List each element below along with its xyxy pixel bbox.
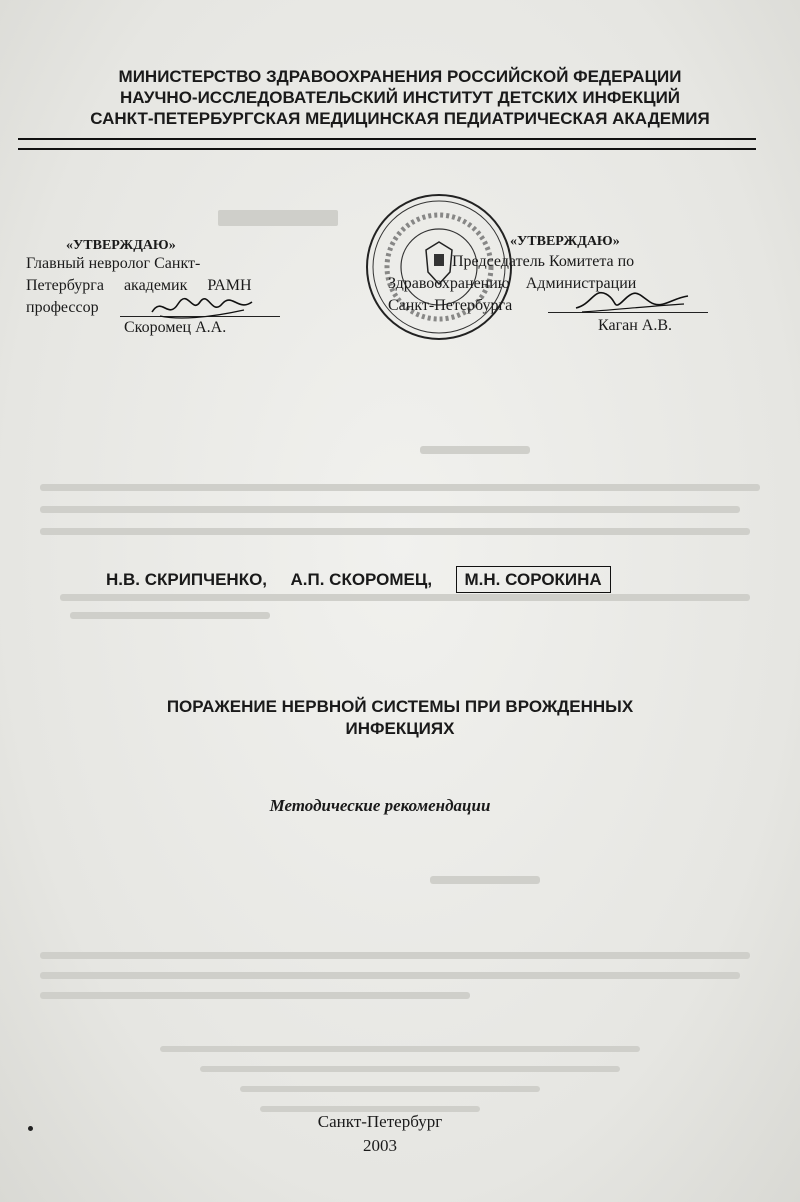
approve-right-line1: Председатель Комитета по — [452, 253, 635, 270]
header-ministry: МИНИСТЕРСТВО ЗДРАВООХРАНЕНИЯ РОССИЙСКОЙ ФЕДЕРАЦИИ — [118, 67, 682, 86]
publication-year: 2003 — [363, 1136, 397, 1155]
approve-right-line3: Санкт-Петербурга — [388, 297, 513, 314]
approve-right-label: «УТВЕРЖДАЮ» — [510, 234, 620, 249]
approve-left-name: Скоромец А.А. — [124, 319, 227, 336]
ink-dot — [28, 1126, 33, 1131]
approve-right-line2: Здравоохранению Администрации — [388, 275, 637, 292]
document-title — [60, 696, 740, 740]
document-subtitle: Методические рекомендации — [269, 796, 491, 815]
header-rule-top — [18, 138, 756, 140]
header-rule-bottom — [18, 148, 756, 150]
approve-left-line2: Петербурга академик РАМН — [26, 277, 252, 294]
authors-line — [106, 570, 611, 590]
approve-left-line1: Главный невролог Санкт- — [26, 255, 201, 272]
author-skoromets: А.П. СКОРОМЕЦ, — [290, 570, 433, 589]
header-institute: НАУЧНО-ИССЛЕДОВАТЕЛЬСКИЙ ИНСТИТУТ ДЕТСКИХ ИНФЕКЦИЙ — [119, 88, 681, 107]
title-line1: ПОРАЖЕНИЕ НЕРВНОЙ СИСТЕМЫ ПРИ ВРОЖДЕННЫХ — [166, 697, 634, 716]
approve-left-label: «УТВЕРЖДАЮ» — [66, 238, 176, 253]
header-academy: САНКТ-ПЕТЕРБУРГСКАЯ МЕДИЦИНСКАЯ ПЕДИАТРИЧЕСКАЯ АКАДЕМИЯ — [90, 109, 710, 128]
signature-right — [572, 282, 692, 318]
approve-left-line3: профессор — [26, 299, 99, 316]
approve-right-name: Каган А.В. — [598, 317, 673, 334]
author-sorokina: М.Н. СОРОКИНА — [456, 566, 611, 593]
publication-city: Санкт-Петербург — [317, 1112, 443, 1131]
author-skripchenko: Н.В. СКРИПЧЕНКО, — [106, 570, 268, 589]
title-line2: ИНФЕКЦИЯХ — [345, 719, 455, 738]
